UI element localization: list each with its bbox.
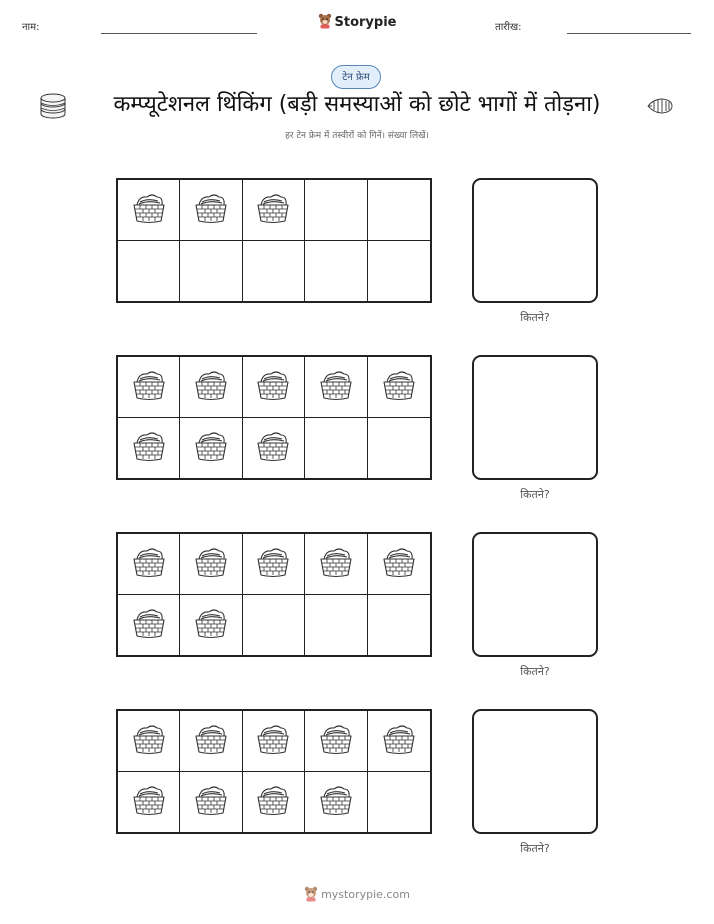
- ten-frame-cell: [118, 418, 180, 479]
- ten-frame-cell: [180, 711, 242, 772]
- ten-frame: [116, 178, 432, 303]
- basket-of-laundry-icon: [254, 722, 292, 760]
- ten-frame-cell: [368, 357, 430, 418]
- ten-frame-cell: [180, 180, 242, 241]
- bear-mascot-icon: [304, 886, 318, 905]
- ten-frame-cell: [305, 357, 367, 418]
- answer-box[interactable]: [472, 709, 598, 834]
- ten-frame-cell: [243, 241, 305, 302]
- ten-frame-cell: [118, 772, 180, 833]
- answer-box[interactable]: [472, 178, 598, 303]
- ten-frame-cell: [368, 772, 430, 833]
- ten-frame-cell: [243, 180, 305, 241]
- ten-frame-cell: [305, 418, 367, 479]
- name-line[interactable]: [101, 33, 257, 34]
- ten-frame-cell: [118, 357, 180, 418]
- ten-frame-cell: [243, 711, 305, 772]
- bear-mascot-icon: [318, 13, 332, 33]
- basket-of-laundry-icon: [130, 368, 168, 406]
- basket-of-laundry-icon: [317, 783, 355, 821]
- basket-of-laundry-icon: [130, 545, 168, 583]
- ten-frame-cell: [368, 711, 430, 772]
- shell-icon: [646, 96, 674, 120]
- date-label: तारीख:: [495, 22, 522, 33]
- page-title: कम्प्यूटेशनल थिंकिंग (बड़ी समस्याओं को छोटे भागों में तोड़ना): [113, 92, 601, 117]
- ten-frame-cell: [368, 241, 430, 302]
- basket-of-laundry-icon: [254, 545, 292, 583]
- ten-frame-cell: [118, 241, 180, 302]
- ten-frame-cell: [180, 772, 242, 833]
- ten-frame-cell: [180, 357, 242, 418]
- ten-frame-cell: [305, 595, 367, 656]
- answer-label: कितने?: [520, 842, 550, 855]
- brand-name: Storypie: [334, 15, 397, 30]
- ten-frame-cell: [243, 534, 305, 595]
- ten-frame-cell: [368, 180, 430, 241]
- basket-of-laundry-icon: [317, 368, 355, 406]
- basket-of-laundry-icon: [192, 606, 230, 644]
- basket-of-laundry-icon: [380, 722, 418, 760]
- ten-frame: [116, 532, 432, 657]
- ten-frame-cell: [243, 357, 305, 418]
- ten-frame-cell: [180, 418, 242, 479]
- ten-frame-cell: [305, 772, 367, 833]
- ten-frame: [116, 709, 432, 834]
- ten-frame-cell: [243, 772, 305, 833]
- ten-frame-cell: [118, 180, 180, 241]
- ten-frame-cell: [180, 595, 242, 656]
- brand: [0, 13, 714, 33]
- ten-frame-cell: [243, 595, 305, 656]
- basket-of-laundry-icon: [130, 191, 168, 229]
- ten-frame-cell: [368, 595, 430, 656]
- ten-frame-cell: [118, 595, 180, 656]
- basket-of-laundry-icon: [192, 783, 230, 821]
- answer-box[interactable]: [472, 532, 598, 657]
- answer-label: कितने?: [520, 488, 550, 501]
- ten-frame-cell: [368, 534, 430, 595]
- ten-frame-cell: [305, 534, 367, 595]
- basket-of-laundry-icon: [254, 368, 292, 406]
- answer-label: कितने?: [520, 665, 550, 678]
- instructions: हर टेन फ्रेम में तस्वीरों को गिनें। संख्या लिखें।: [285, 131, 429, 141]
- answer-box[interactable]: [472, 355, 598, 480]
- ten-frame-cell: [118, 534, 180, 595]
- basket-of-laundry-icon: [130, 783, 168, 821]
- basket-of-laundry-icon: [254, 783, 292, 821]
- basket-of-laundry-icon: [192, 722, 230, 760]
- basket-of-laundry-icon: [380, 545, 418, 583]
- basket-of-laundry-icon: [254, 191, 292, 229]
- ten-frame-cell: [368, 418, 430, 479]
- basket-of-laundry-icon: [317, 545, 355, 583]
- topic-badge: टेन फ्रेम: [331, 65, 381, 89]
- ten-frame-cell: [118, 711, 180, 772]
- basket-of-laundry-icon: [254, 429, 292, 467]
- answer-label: कितने?: [520, 311, 550, 324]
- footer: [0, 886, 714, 905]
- footer-url: mystorypie.com: [321, 888, 410, 901]
- ten-frame-cell: [305, 180, 367, 241]
- name-label: नाम:: [22, 22, 40, 33]
- basket-of-laundry-icon: [317, 722, 355, 760]
- basket-of-laundry-icon: [192, 368, 230, 406]
- ten-frame-cell: [243, 418, 305, 479]
- basket-of-laundry-icon: [192, 429, 230, 467]
- ten-frame: [116, 355, 432, 480]
- basket-of-laundry-icon: [130, 722, 168, 760]
- basket-of-laundry-icon: [192, 191, 230, 229]
- ten-frame-cell: [305, 711, 367, 772]
- basket-of-laundry-icon: [192, 545, 230, 583]
- basket-of-laundry-icon: [380, 368, 418, 406]
- basket-of-laundry-icon: [130, 606, 168, 644]
- ten-frame-cell: [305, 241, 367, 302]
- date-line[interactable]: [567, 33, 691, 34]
- basket-of-laundry-icon: [130, 429, 168, 467]
- ten-frame-cell: [180, 534, 242, 595]
- ten-frame-cell: [180, 241, 242, 302]
